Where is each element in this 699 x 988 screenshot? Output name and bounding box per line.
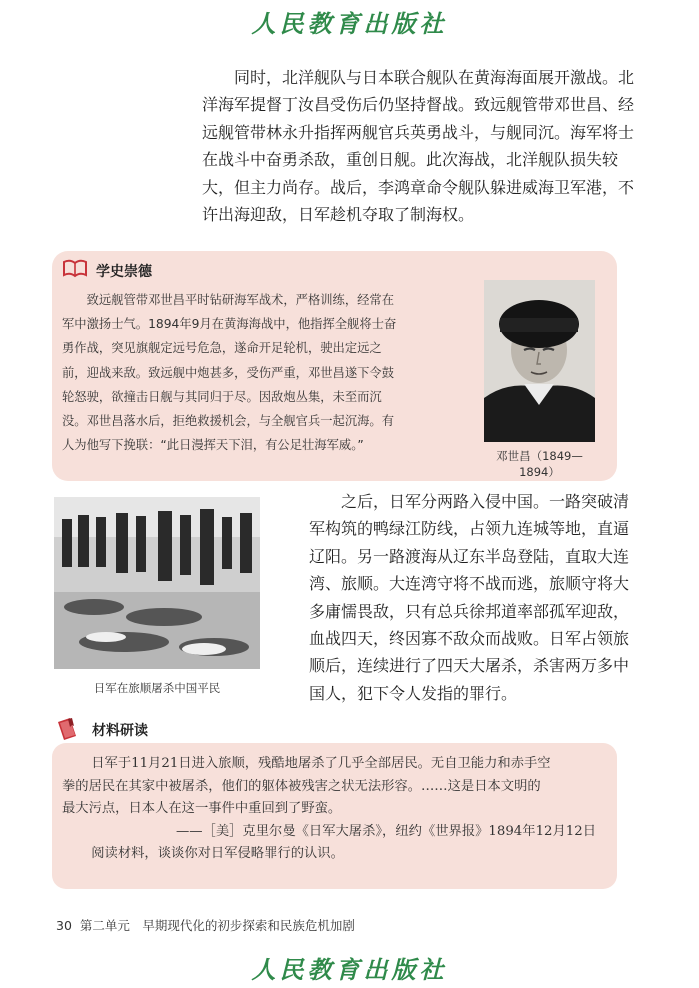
material-source: ——［美］克里尔曼《日军大屠杀》，纽约《世界报》1894年12月12日 xyxy=(175,823,596,839)
material-box-title: 材料研读 xyxy=(92,723,148,739)
text-line: 拳的居民在其家中被屠杀，他们的躯体被残害之状无法形容。……这是日本文明的 xyxy=(62,778,541,794)
massacre-photo xyxy=(54,497,260,669)
bookmark-book-icon xyxy=(55,716,79,742)
text-line: 军中激扬士气。1894年9月在黄海海战中，他指挥全舰将士奋 xyxy=(62,317,397,332)
text-line: 血战四天，终因寡不敌众而战败。日军占领旅 xyxy=(309,629,630,649)
text-line: 轮怒驶，欲撞击日舰与其同归于尽。因敌炮丛集，未至而沉 xyxy=(62,389,382,404)
text-line: 远舰管带林永升指挥两舰官兵英勇战斗，与舰同沉。海军将士 xyxy=(202,122,635,142)
text-line: 日军于11月21日进入旅顺，残酷地屠杀了几乎全部居民。无自卫能力和赤手空 xyxy=(91,756,551,771)
text-line: 人为他写下挽联：“此日漫挥天下泪，有公足壮海军威。” xyxy=(62,438,364,453)
text-line: 许出海迎敌，日军趁机夺取了制海权。 xyxy=(202,205,475,225)
material-question: 阅读材料，谈谈你对日军侵略罪行的认识。 xyxy=(91,846,344,861)
intro-paragraph xyxy=(202,64,635,228)
text-line: 致远舰管带邓世昌平时钻研海军战术，严格训练，经常在 xyxy=(86,293,395,307)
page-footer xyxy=(56,916,355,934)
history-box-title: 学史崇德 xyxy=(96,264,152,280)
text-line: 大，但主力尚存。战后，李鸿章命令舰队躲进威海卫军港，不 xyxy=(202,177,635,197)
portrait-caption: 邓世昌（1849—1894） xyxy=(496,449,583,479)
open-book-icon xyxy=(62,258,88,278)
unit-title: 第二单元 早期现代化的初步探索和民族危机加剧 xyxy=(79,918,355,933)
text-line: 勇作战，突见旗舰定远号危急，遂命开足轮机，驶出定远之 xyxy=(62,341,382,356)
text-line: 湾、旅顺。大连湾守将不战而逃，旅顺守将大 xyxy=(309,574,630,594)
text-line: 同时，北洋舰队与日本联合舰队在黄海海面展开激战。北 xyxy=(234,68,635,87)
publisher-logo-bottom: 人民教育出版社 xyxy=(251,955,448,984)
text-line: 在战斗中奋勇杀敌，重创日舰。此次海战，北洋舰队损失较 xyxy=(202,150,619,170)
text-line: 顺后，连续进行了四天大屠杀，杀害两万多中 xyxy=(309,656,630,676)
text-line: 洋海军提督丁汝昌受伤后仍坚持督战。致远舰管带邓世昌、经 xyxy=(202,95,635,115)
text-line: 没。邓世昌落水后，拒绝救援机会，与全舰官兵一起沉海。有 xyxy=(62,414,395,429)
text-line: 军构筑的鸭绿江防线，占领九连城等地，直逼 xyxy=(309,519,630,539)
history-box-text xyxy=(62,288,477,457)
page-number: 30 xyxy=(56,918,72,933)
text-line: 多庸懦畏敌，只有总兵徐邦道率部孤军迎敌， xyxy=(309,601,630,621)
deng-shichang-portrait xyxy=(484,280,595,442)
text-line: 之后，日军分两路入侵中国。一路突破清 xyxy=(341,492,630,511)
photo-caption: 日军在旅顺屠杀中国平民 xyxy=(93,681,221,695)
text-line: 国人，犯下令人发指的罪行。 xyxy=(309,683,518,703)
text-line: 最大污点，日本人在这一事件中重回到了野蛮。 xyxy=(62,801,342,816)
text-line: 前，迎战来敌。致远舰中炮甚多，受伤严重，邓世昌遂下令鼓 xyxy=(62,365,395,380)
after-paragraph xyxy=(309,488,630,707)
material-box-text xyxy=(62,753,610,866)
publisher-logo-top: 人民教育出版社 xyxy=(251,9,448,38)
text-line: 辽阳。另一路渡海从辽东半岛登陆，直取大连 xyxy=(309,546,630,566)
